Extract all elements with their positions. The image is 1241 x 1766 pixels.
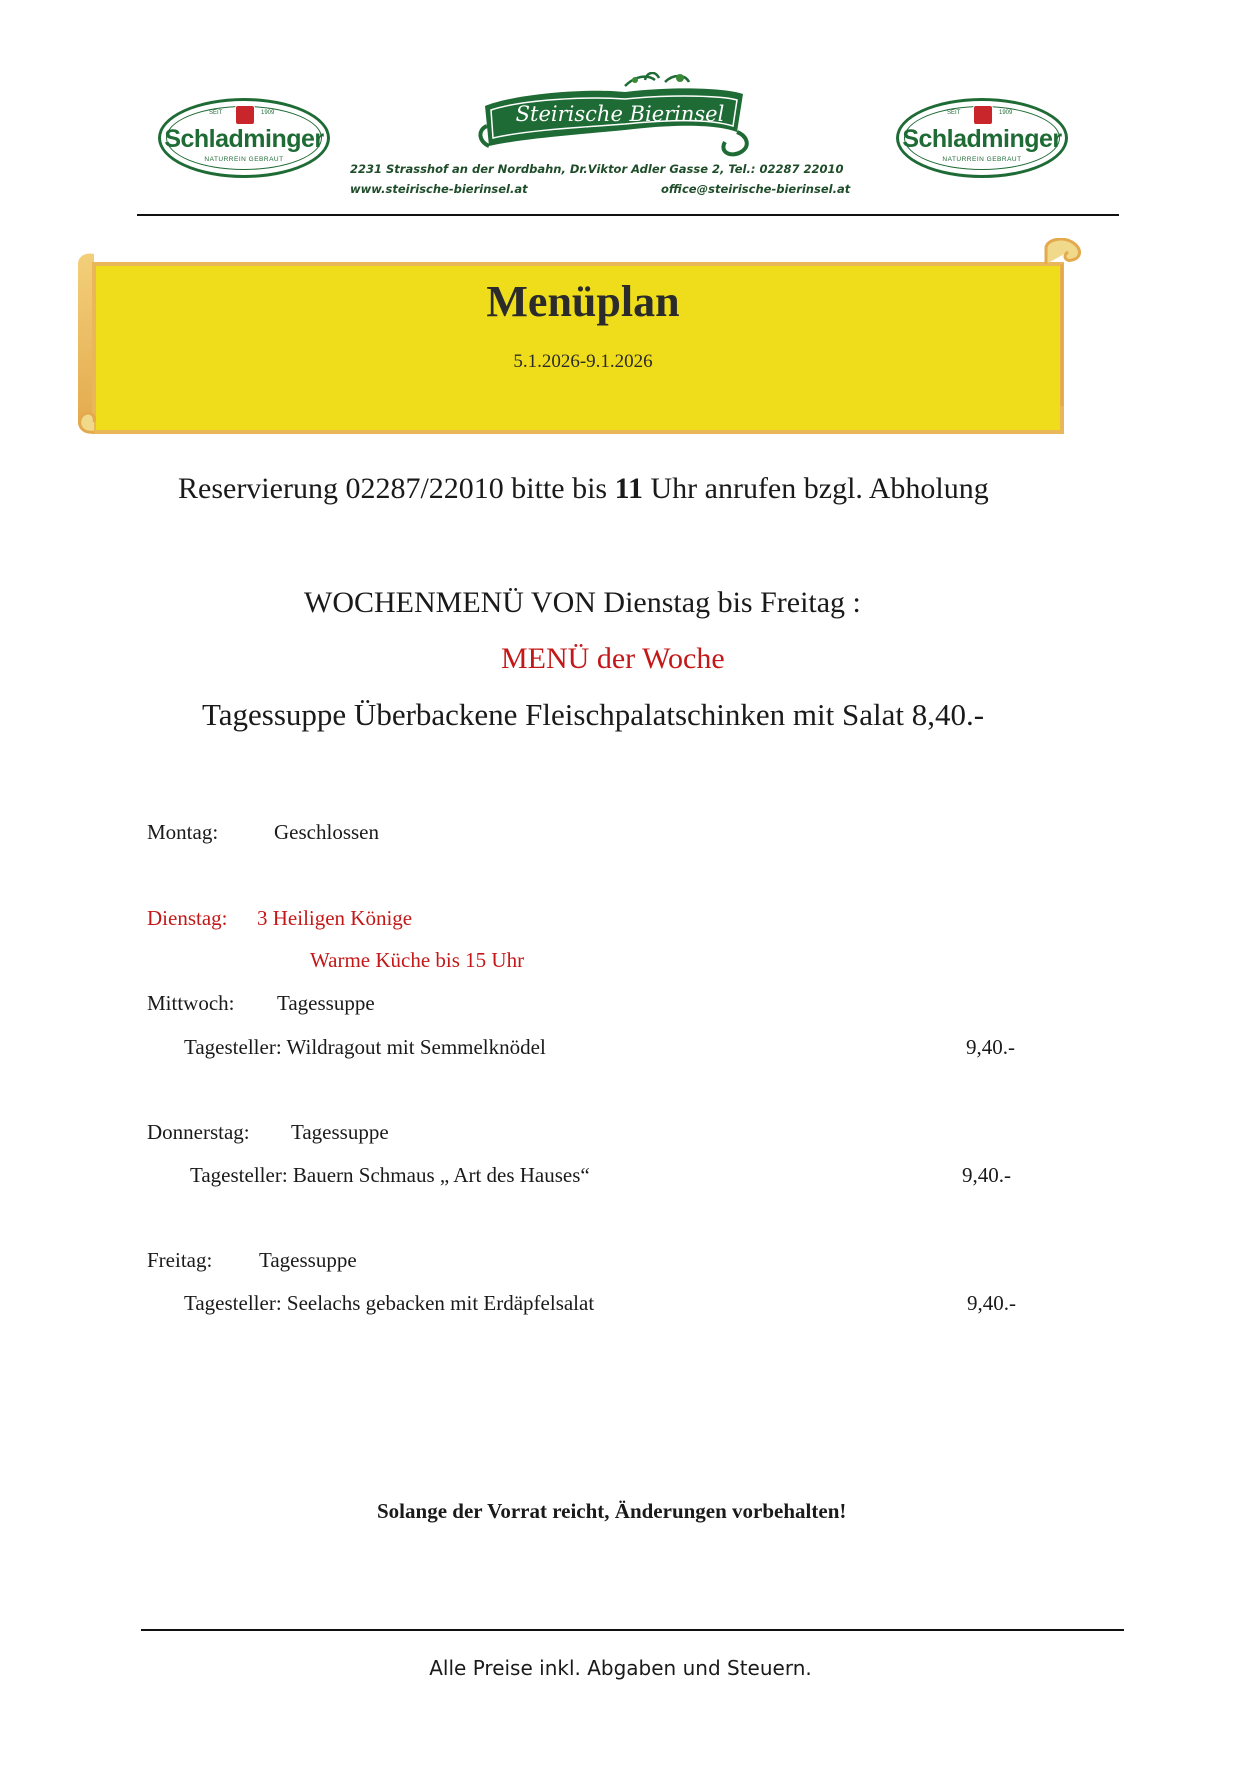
logo-right-seit: SEIT [947, 110, 961, 116]
reservation-text-before: Reservierung 02287/22010 bitte bis [178, 472, 615, 505]
footer-note: Alle Preise inkl. Abgaben und Steuern. [429, 1656, 812, 1680]
email-link[interactable]: office@steirische-bierinsel.at [661, 182, 851, 196]
date-range: 5.1.2026-9.1.2026 [513, 351, 653, 372]
weekly-menu-subheading: MENÜ der Woche [501, 642, 725, 675]
dienstag-text: 3 Heiligen Könige [257, 906, 413, 930]
donnerstag-dish: Tagesteller: Bauern Schmaus „ Art des Hauses“ [190, 1163, 590, 1187]
weekly-menu-heading: WOCHENMENÜ VON Dienstag bis Freitag : [304, 586, 861, 619]
address-line: 2231 Strasshof an der Nordbahn, Dr.Viktor Adler Gasse 2, Tel.: 02287 22010 [350, 162, 844, 176]
title-banner [72, 238, 1094, 446]
dienstag-label: Dienstag: [147, 906, 228, 930]
donnerstag-soup: Tagessuppe [291, 1120, 389, 1144]
logo-right-tagline: NATURREIN GEBRAUT [942, 156, 1022, 163]
mittwoch-price: 9,40.- [966, 1035, 1015, 1059]
page-title: Menüplan [486, 277, 680, 326]
freitag-price: 9,40.- [967, 1291, 1016, 1315]
logo-left-brand: Schladminger [164, 125, 324, 153]
montag-label: Montag: [147, 820, 219, 844]
scroll-banner-graphic [72, 238, 1094, 446]
header-divider [137, 214, 1119, 216]
donnerstag-label: Donnerstag: [147, 1120, 250, 1144]
crest-icon [235, 105, 255, 125]
reservation-hour: 11 [614, 472, 643, 505]
freitag-soup: Tagessuppe [259, 1248, 357, 1272]
crest-icon [973, 105, 993, 125]
steirische-bierinsel-logo [475, 72, 755, 162]
schladminger-logo-right [896, 98, 1068, 178]
freitag-label: Freitag: [147, 1248, 213, 1272]
freitag-dish: Tagesteller: Seelachs gebacken mit Erdäpfelsalat [184, 1291, 595, 1315]
montag-text: Geschlossen [274, 820, 379, 844]
weekly-menu-item: Tagessuppe Überbackene Fleischpalatschinken mit Salat 8,40.- [202, 697, 985, 732]
reservation-line [178, 472, 989, 506]
schladminger-logo-left [158, 98, 330, 178]
logo-left-year: 1909 [261, 110, 275, 116]
logo-right-year: 1909 [999, 110, 1013, 116]
website-link[interactable]: www.steirische-bierinsel.at [350, 182, 528, 196]
mittwoch-dish: Tagesteller: Wildragout mit Semmelknödel [184, 1035, 546, 1059]
disclaimer: Solange der Vorrat reicht, Änderungen vorbehalten! [377, 1499, 847, 1523]
logo-left-seit: SEIT [209, 110, 223, 116]
mittwoch-soup: Tagessuppe [277, 991, 375, 1015]
donnerstag-price: 9,40.- [962, 1163, 1011, 1187]
logo-left-tagline: NATURREIN GEBRAUT [204, 156, 284, 163]
dienstag-note: Warme Küche bis 15 Uhr [310, 948, 525, 972]
mittwoch-label: Mittwoch: [147, 991, 235, 1015]
center-logo-text: Steirische Bierinsel [515, 102, 725, 126]
reservation-text-after: Uhr anrufen bzgl. Abholung [642, 472, 989, 505]
footer-divider [141, 1629, 1124, 1631]
logo-right-brand: Schladminger [902, 125, 1062, 153]
